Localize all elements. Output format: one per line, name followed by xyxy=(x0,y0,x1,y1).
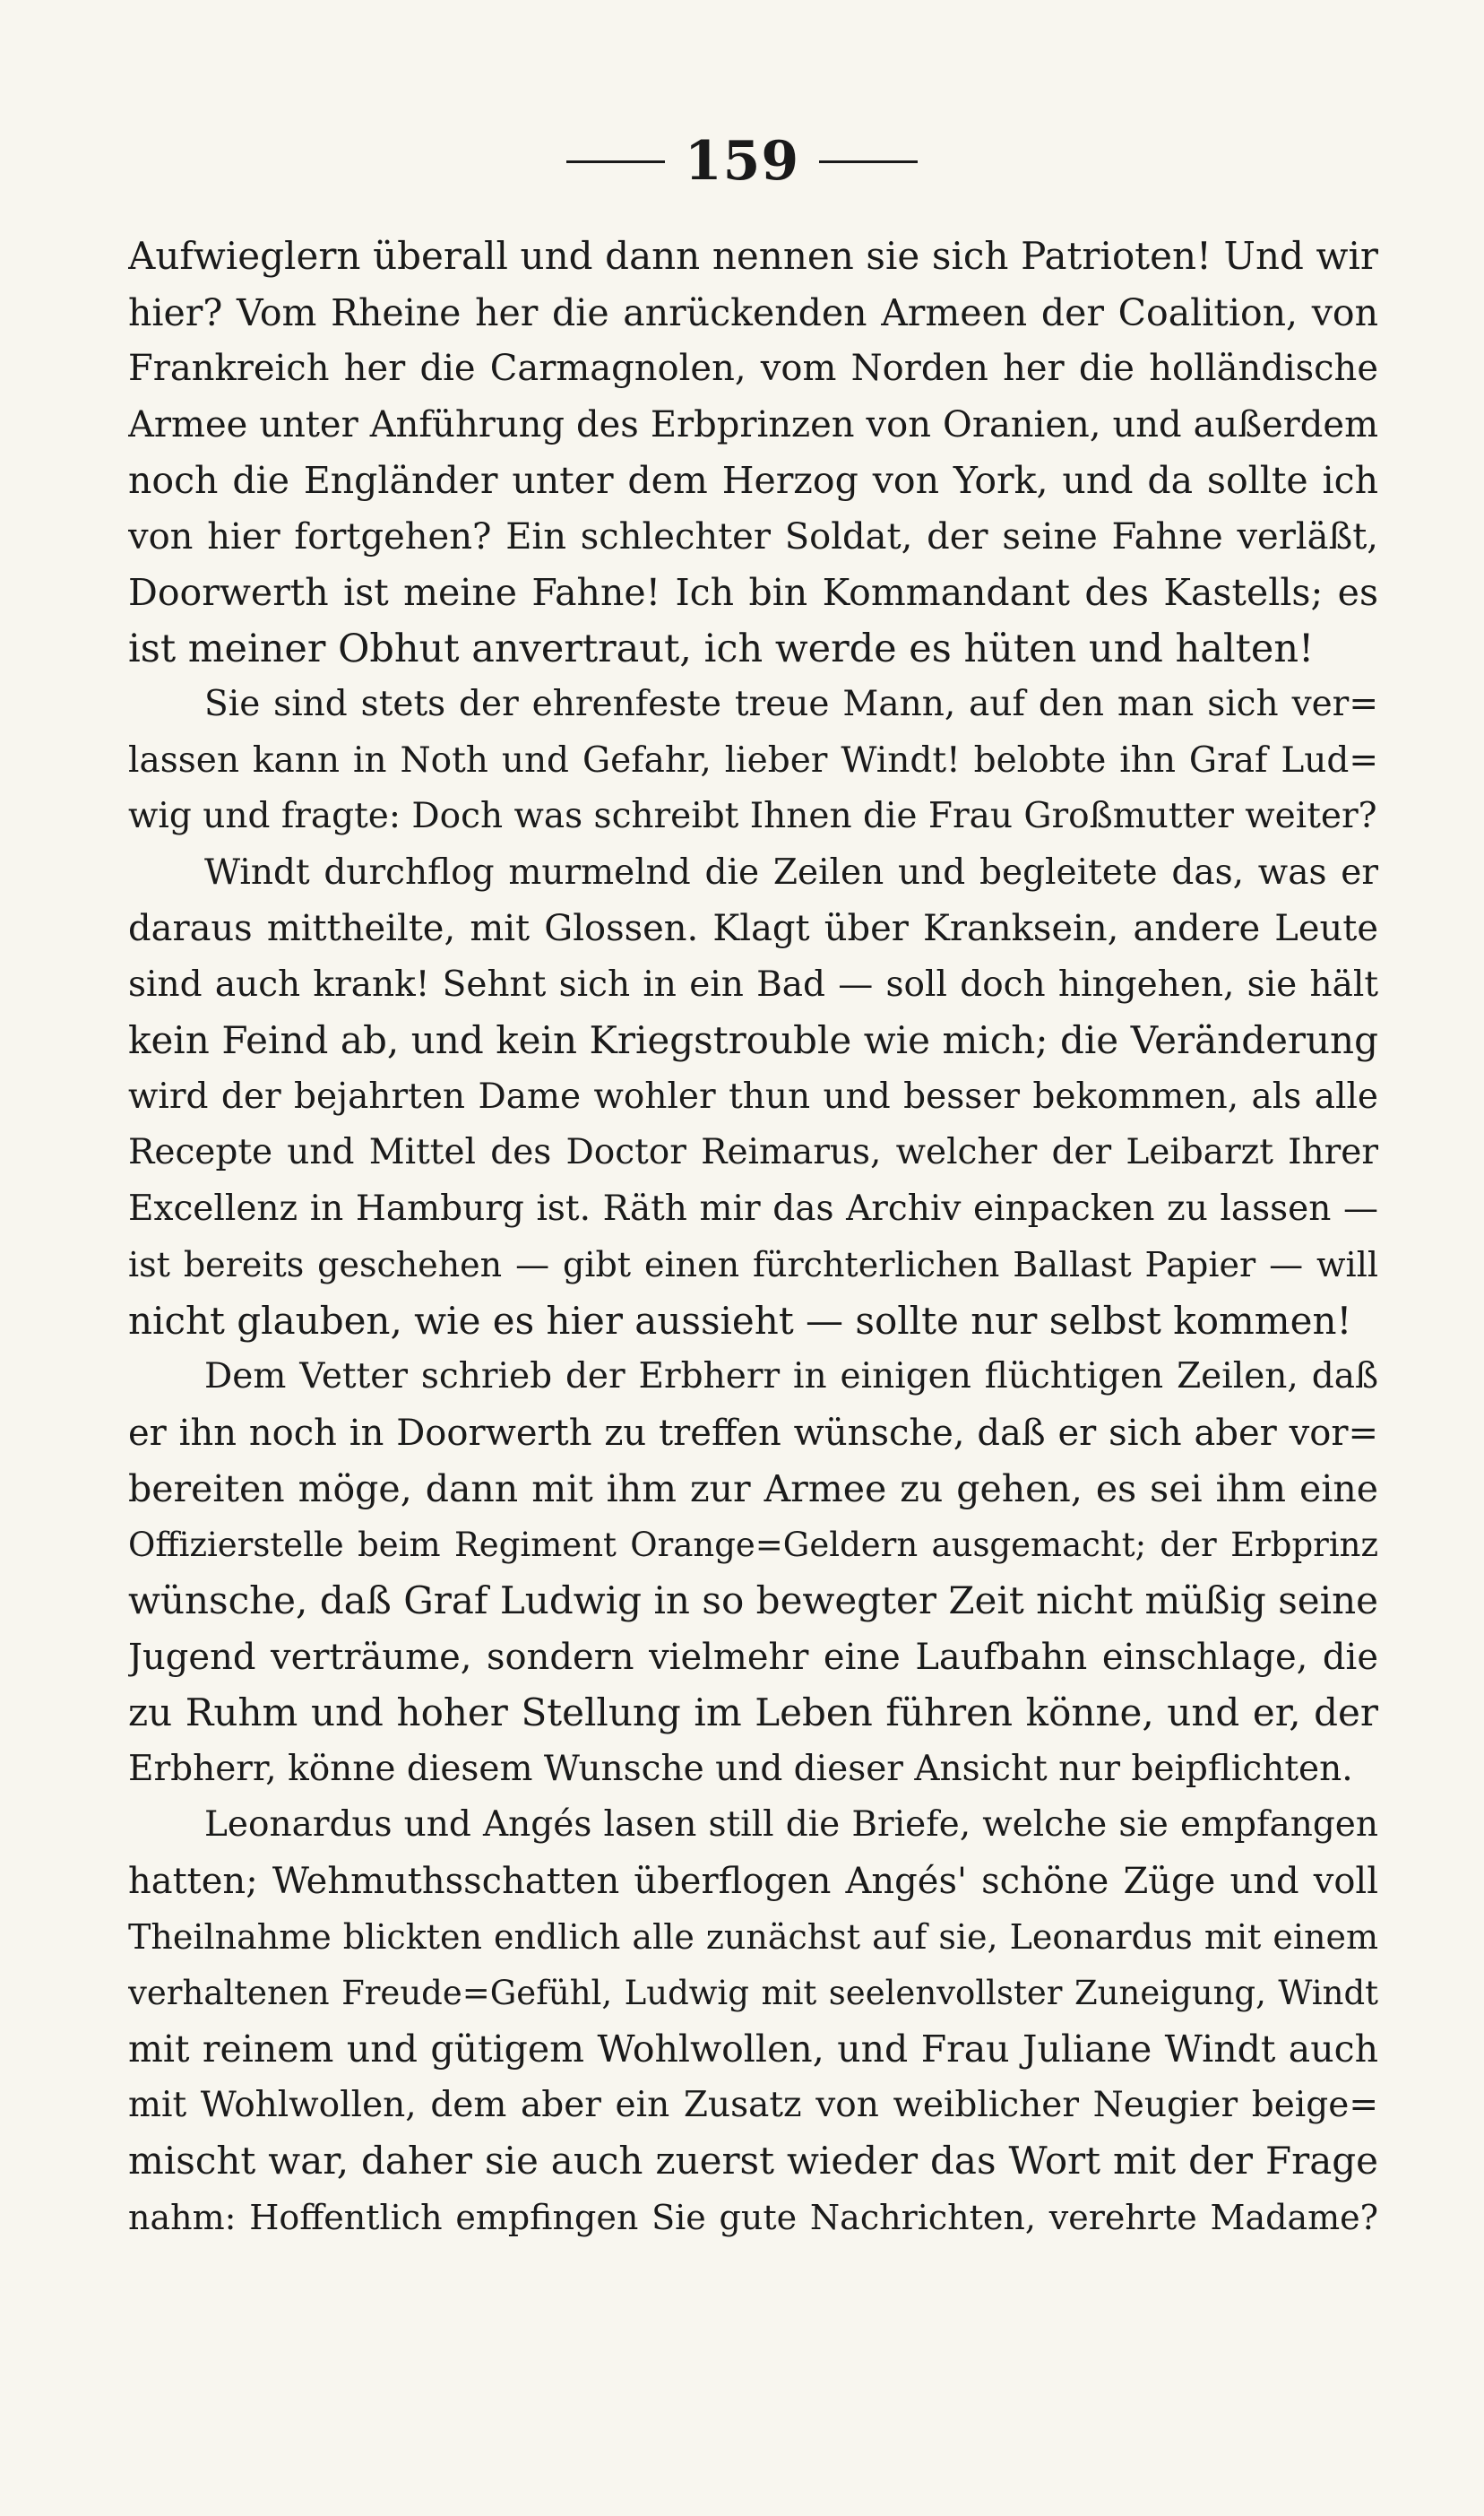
text-line: von hier fortgehen? Ein schlechter Soldat, der seine Fahne verläßt, xyxy=(128,515,1378,558)
text-line: Armee unter Anführung des Erbprinzen von Oranien, und außerdem xyxy=(128,403,1378,445)
text-line: nicht glauben, wie es hier aussieht — sollte nur selbst kommen! xyxy=(128,1298,1352,1343)
header-rule-left xyxy=(566,160,665,163)
page-header xyxy=(0,125,1484,197)
page-number: 159 xyxy=(684,130,800,193)
text-line: mit reinem und gütigem Wohlwollen, und Frau Juliane Windt auch xyxy=(128,2027,1378,2071)
text-line: Sie sind stets der ehrenfeste treue Mann, auf den man sich ver= xyxy=(204,684,1378,724)
text-line: sind auch krank! Sehnt sich in ein Bad — soll doch hingehen, sie hält xyxy=(128,964,1378,1005)
text-line: zu Ruhm und hoher Stellung im Leben führen könne, und er, der xyxy=(128,1690,1378,1734)
text-line: mit Wohlwollen, dem aber ein Zusatz von weiblicher Neugier beige= xyxy=(128,2084,1378,2125)
text-line: Jugend verträume, sondern vielmehr eine Laufbahn einschlage, die xyxy=(128,1636,1378,1678)
text-line: Frankreich her die Carmagnolen, vom Norden her die holländische xyxy=(128,348,1378,389)
header-rule-right xyxy=(819,160,918,163)
text-line: nahm: Hoffentlich empfingen Sie gute Nachrichten, verehrte Madame? xyxy=(128,2197,1378,2237)
body-text xyxy=(128,229,1378,2245)
text-line: wig und fragte: Doch was schreibt Ihnen die Frau Großmutter weiter? xyxy=(128,796,1377,836)
text-line: mischt war, daher sie auch zuerst wieder das Wort mit der Frage xyxy=(128,2139,1378,2183)
text-line: hier? Vom Rheine her die anrückenden Armeen der Coalition, von xyxy=(128,290,1378,334)
text-line: daraus mittheilte, mit Glossen. Klagt über Kranksein, andere Leute xyxy=(128,908,1378,949)
text-line: wünsche, daß Graf Ludwig in so bewegter Zeit nicht müßig seine xyxy=(128,1578,1378,1622)
text-line: Dem Vetter schrieb der Erbherr in einigen flüchtigen Zeilen, daß xyxy=(204,1356,1378,1396)
text-line: Windt durchflog murmelnd die Zeilen und begleitete das, was er xyxy=(204,852,1378,893)
text-line: Aufwieglern überall und dann nennen sie sich Patrioten! Und wir xyxy=(128,234,1378,278)
text-line: Offizierstelle beim Regiment Orange=Geldern ausgemacht; der Erbprinz xyxy=(128,1525,1378,1564)
text-line: Theilnahme blickten endlich alle zunächst auf sie, Leonardus mit einem xyxy=(128,1917,1378,1957)
text-line: er ihn noch in Doorwerth zu treffen wünsche, daß er sich aber vor= xyxy=(128,1412,1378,1454)
text-line: ist meiner Obhut anvertraut, ich werde es hüten und halten! xyxy=(128,626,1315,671)
text-line: lassen kann in Noth und Gefahr, lieber Windt! belobte ihn Graf Lud= xyxy=(128,739,1378,781)
text-line: Leonardus und Angés lasen still die Briefe, welche sie empfangen xyxy=(204,1804,1378,1845)
text-line: Recepte und Mittel des Doctor Reimarus, welcher der Leibarzt Ihrer xyxy=(128,1132,1378,1172)
text-line: hatten; Wehmuthsschatten überflogen Angés' schöne Züge und voll xyxy=(128,1860,1378,1902)
text-line: ist bereits geschehen — gibt einen fürchterlichen Ballast Papier — will xyxy=(128,1245,1378,1284)
text-line: Doorwerth ist meine Fahne! Ich bin Kommandant des Kastells; es xyxy=(128,571,1378,614)
text-line: wird der bejahrten Dame wohler thun und besser bekommen, als alle xyxy=(128,1076,1378,1117)
text-line: Excellenz in Hamburg ist. Räth mir das Archiv einpacken zu lassen — xyxy=(128,1188,1378,1229)
text-line: noch die Engländer unter dem Herzog von York, und da sollte ich xyxy=(128,459,1378,502)
text-line: kein Feind ab, und kein Kriegstrouble wie mich; die Veränderung xyxy=(128,1018,1378,1062)
text-line: Erbherr, könne diesem Wunsche und dieser Ansicht nur beipflichten. xyxy=(128,1748,1353,1789)
text-line: bereiten möge, dann mit ihm zur Armee zu gehen, es sei ihm eine xyxy=(128,1467,1378,1510)
text-line: verhaltenen Freude=Gefühl, Ludwig mit seelenvollster Zuneigung, Windt xyxy=(128,1973,1378,2012)
